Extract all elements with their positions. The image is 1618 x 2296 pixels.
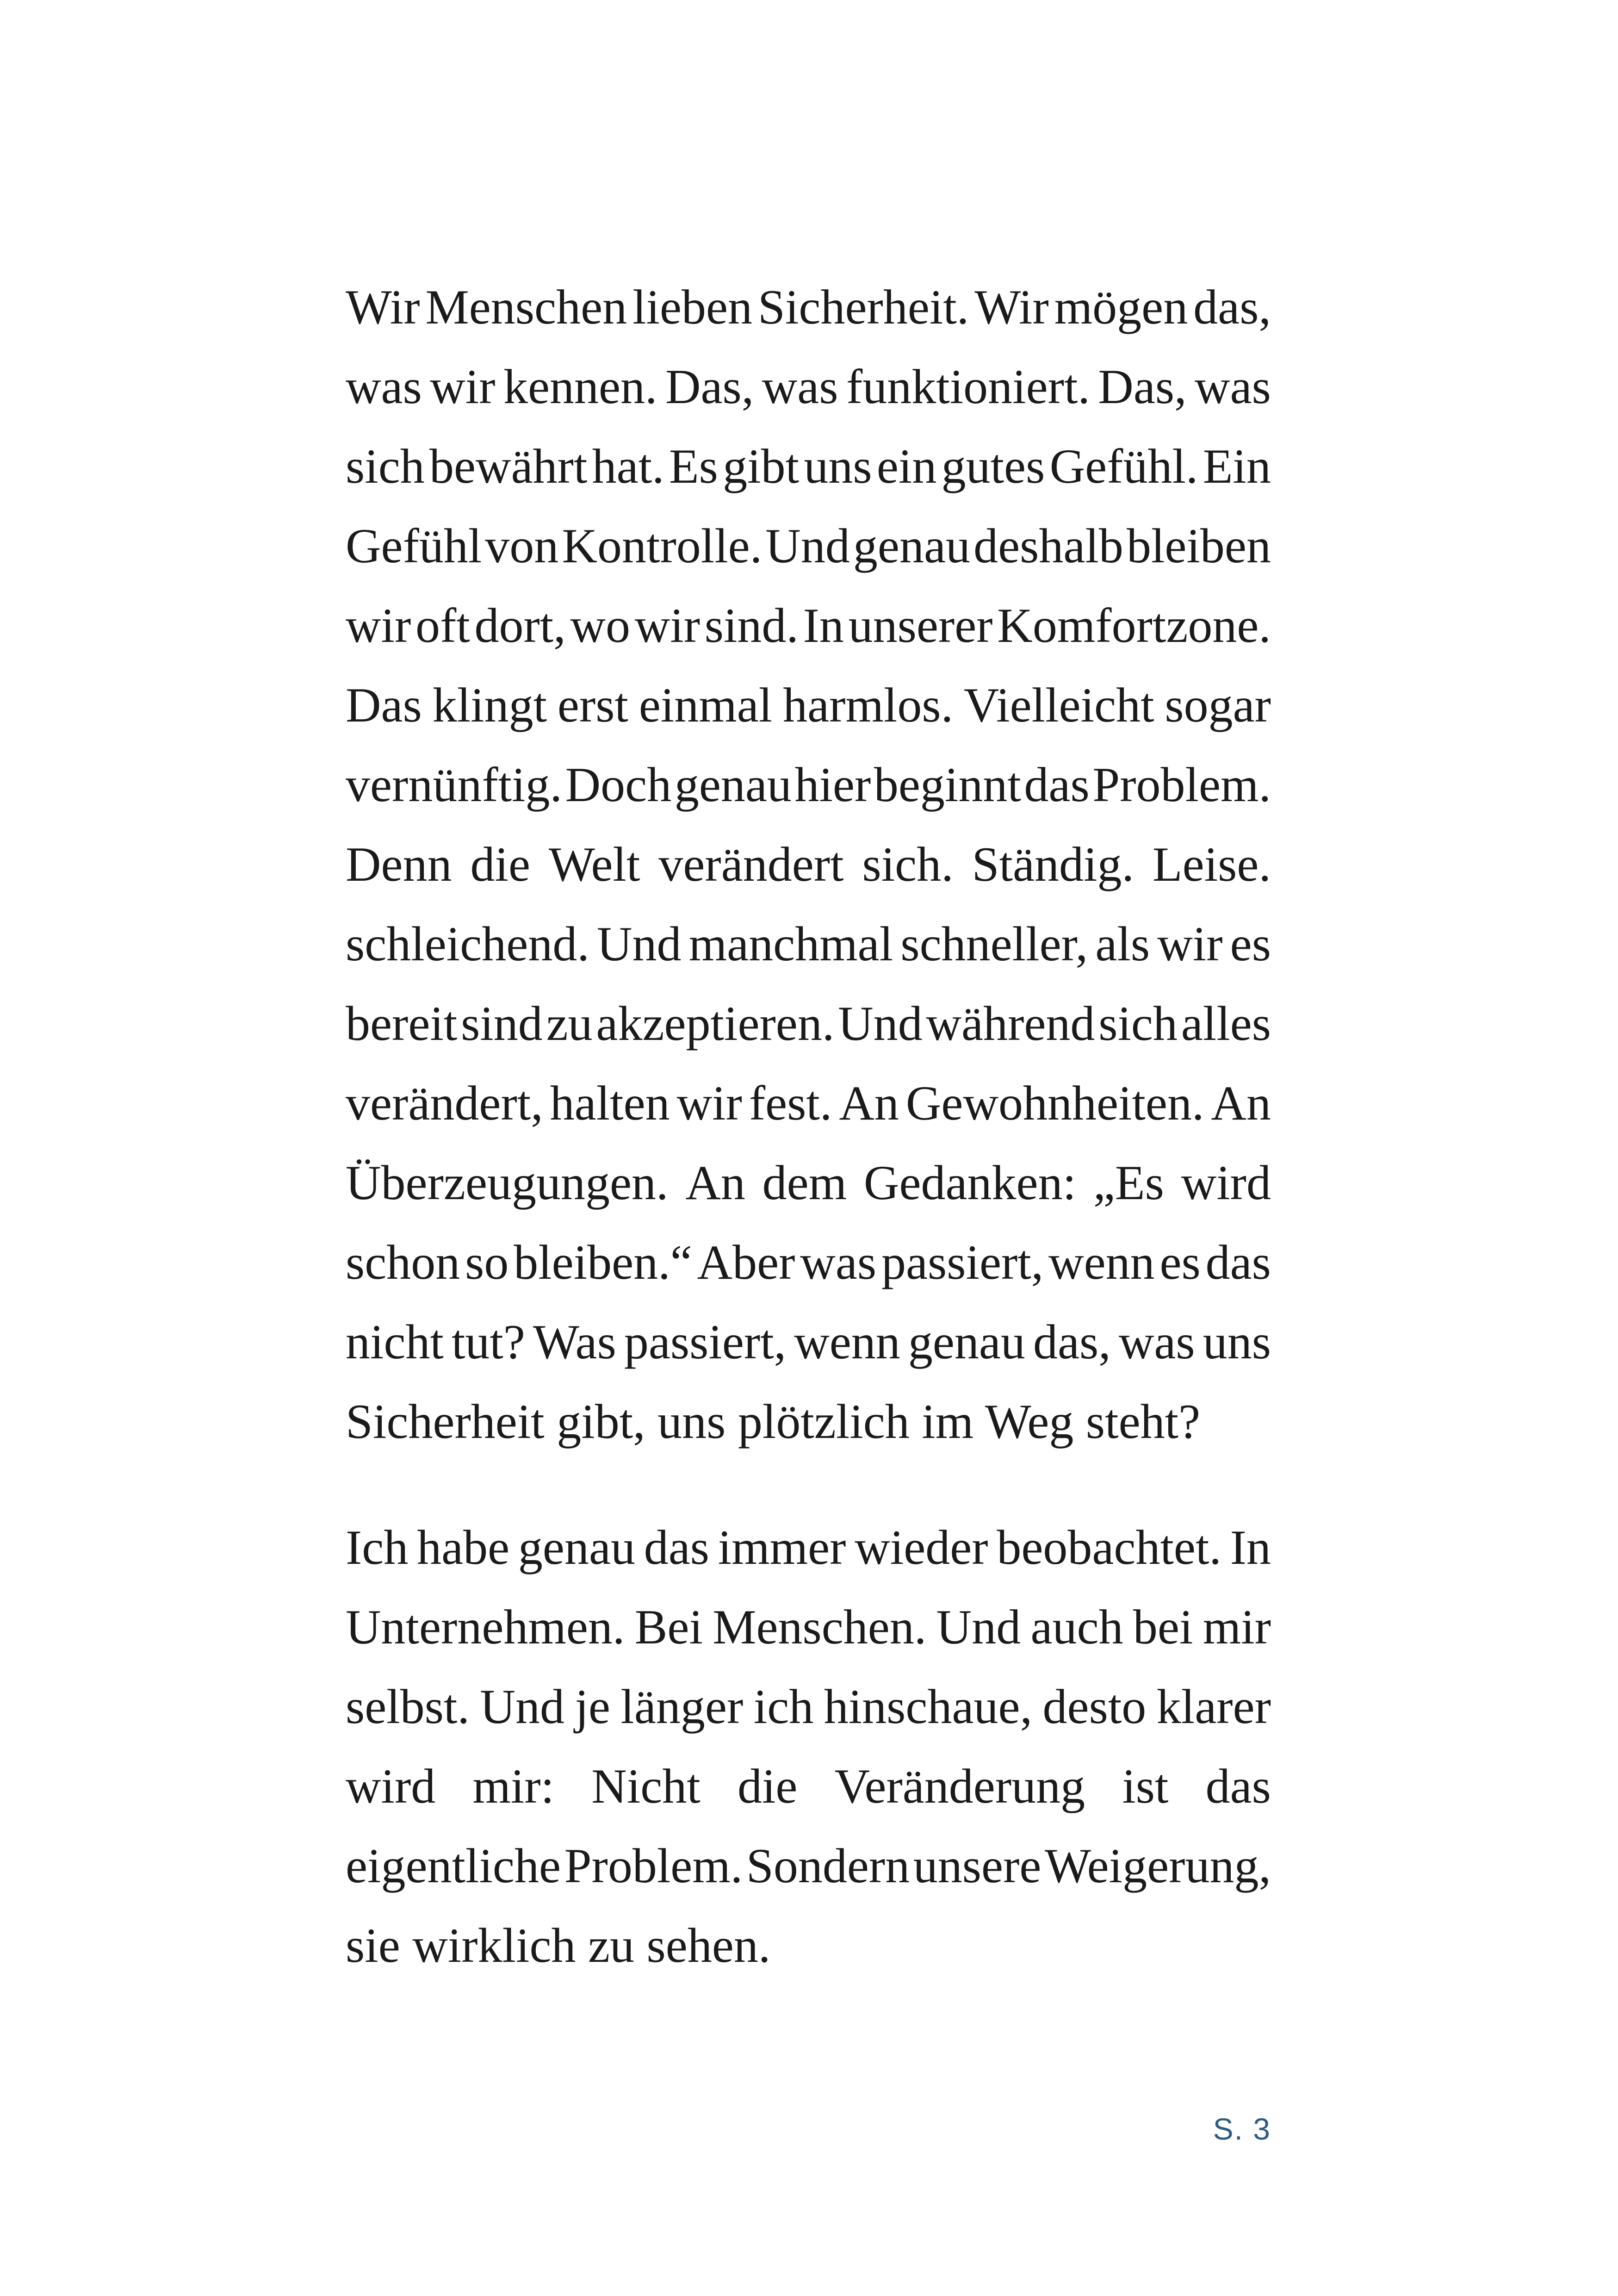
text-line: Überzeugungen. An dem Gedanken: „Es wird: [346, 1156, 1271, 1210]
text-line: eigentliche Problem. Sondern unsere Weigerung,: [346, 1839, 1271, 1893]
text-line: was wir kennen. Das, was funktioniert. Das, was: [346, 360, 1271, 414]
text-line: wird mir: Nicht die Veränderung ist das: [346, 1759, 1271, 1813]
text-line: Wir Menschen lieben Sicherheit. Wir mögen das,: [346, 280, 1271, 334]
text-line: sich bewährt hat. Es gibt uns ein gutes Gefühl. Ein: [346, 439, 1271, 493]
paragraph-2: [346, 1508, 1271, 1985]
text-line: verändert, halten wir fest. An Gewohnheiten. An: [346, 1076, 1271, 1130]
text-line: Denn die Welt verändert sich. Ständig. Leise.: [346, 837, 1271, 891]
text-line: Sicherheit gibt, uns plötzlich im Weg steht?: [346, 1394, 1201, 1449]
text-line: Gefühl von Kontrolle. Und genau deshalb bleiben: [346, 519, 1271, 573]
paragraph-1: [346, 268, 1271, 1462]
text-line: schon so bleiben.“ Aber was passiert, wenn es das: [346, 1235, 1271, 1289]
text-line: Ich habe genau das immer wieder beobachtet. In: [346, 1520, 1271, 1574]
text-line: sie wirklich zu sehen.: [346, 1918, 771, 1972]
text-line: vernünftig. Doch genau hier beginnt das Problem.: [346, 758, 1271, 812]
text-line: Unternehmen. Bei Menschen. Und auch bei mir: [346, 1600, 1271, 1654]
text-line: wir oft dort, wo wir sind. In unserer Komfortzone.: [346, 598, 1271, 653]
text-line: Das klingt erst einmal harmlos. Vielleicht sogar: [346, 678, 1271, 732]
text-line: nicht tut? Was passiert, wenn genau das, was uns: [346, 1315, 1271, 1369]
text-line: bereit sind zu akzeptieren. Und während sich alles: [346, 996, 1271, 1051]
page-number: S. 3: [1213, 2112, 1271, 2146]
text-line: schleichend. Und manchmal schneller, als wir es: [346, 917, 1271, 971]
text-line: selbst. Und je länger ich hinschaue, desto klarer: [346, 1680, 1271, 1734]
